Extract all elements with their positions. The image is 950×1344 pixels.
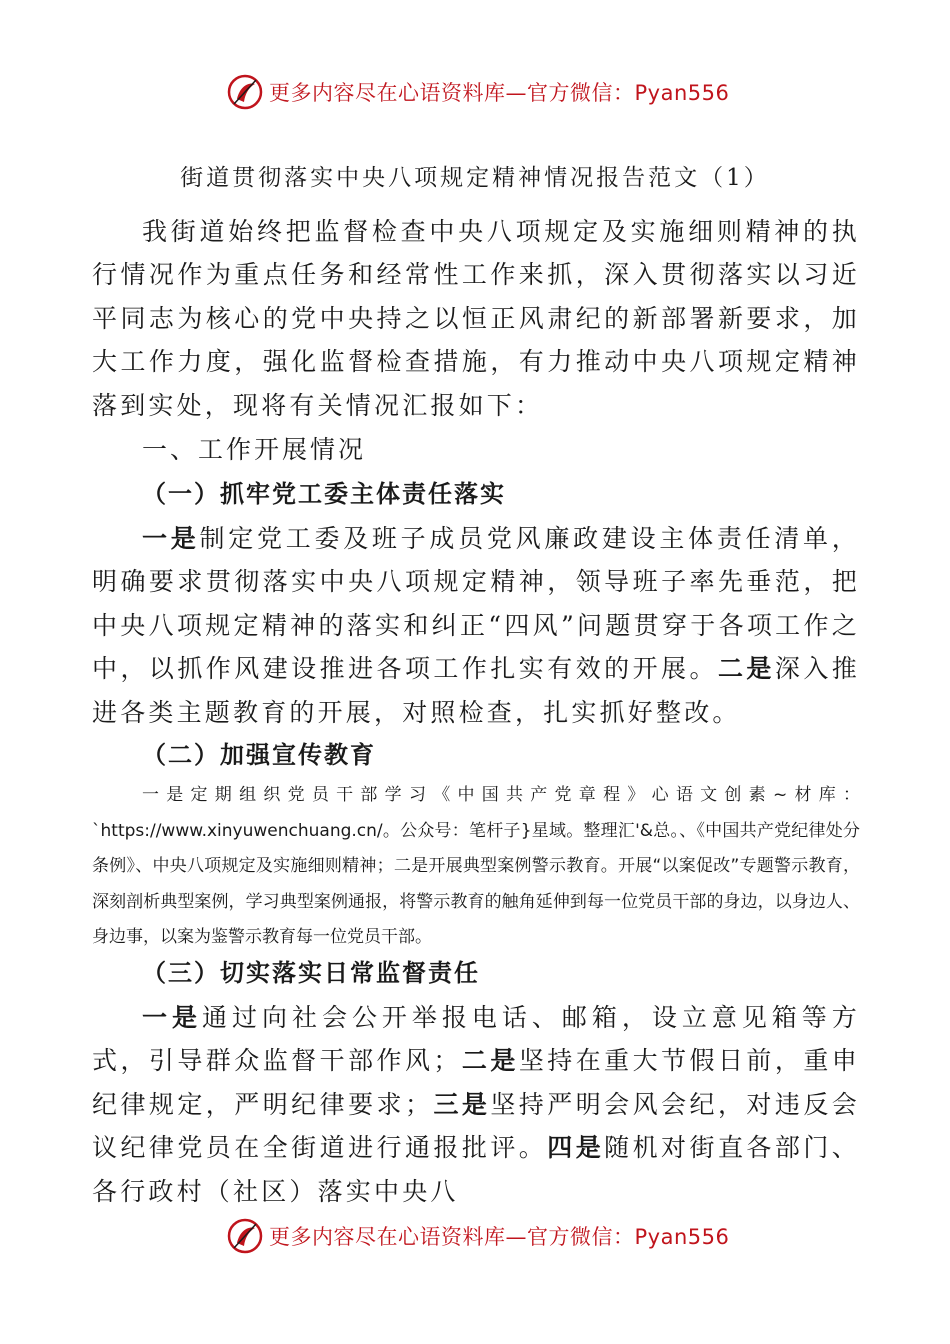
paragraph-text: 坚持严明会风会纪，对违反会议纪律党员在全街道进行通报批评。	[92, 1089, 860, 1163]
paragraph-text: 通过向社会公开举报电话、邮箱，设立意见箱等方式，引导群众监督干部作风；	[92, 1003, 860, 1076]
lead-label: 二是	[717, 654, 775, 684]
lead-label: 三是	[433, 1089, 491, 1119]
paragraph-text: 随机对街直各部门、各行政村（社区）落实中央八	[92, 1133, 860, 1206]
subsection-heading-2: （二）加强宣传教育	[142, 741, 376, 769]
lead-label: 四是	[547, 1133, 605, 1163]
footer-watermark-banner	[225, 1214, 745, 1258]
subsection-heading-3: （三）切实落实日常监督责任	[142, 959, 480, 987]
banner-text: 更多内容尽在心语资料库—官方微信：Pyan556	[269, 81, 730, 105]
header-watermark-banner	[225, 70, 745, 114]
subsection-heading-1: （一）抓牢党工委主体责任落实	[142, 480, 506, 508]
lead-label: 二是	[461, 1046, 519, 1076]
paragraph-text: 深入推进各类主题教育的开展，对照检查，扎实抓好整改。	[92, 654, 860, 727]
lead-label: 一是	[142, 1003, 202, 1032]
subsection-1-paragraph	[92, 517, 860, 734]
lead-label: 一是	[142, 524, 200, 553]
paragraph-text: 制定党工委及班子成员党风廉政建设主体责任清单，明确要求贯彻落实中央八项规定精神，领导班子率先垂范，把中央八项规定精神的落实和纠正“四风”问题贯穿于各项工作之中，以抓作风建设推进各项工作扎实有效的开展。	[92, 524, 860, 684]
xinyu-logo-icon	[225, 1216, 265, 1256]
intro-paragraph: 我街道始终把监督检查中央八项规定及实施细则精神的执行情况作为重点任务和经常性工作来抓，深入贯彻落实以习近平同志为核心的党中央持之以恒正风肃纪的新部署新要求，加大工作力度，强化监督检查措施，有力推动中央八项规定精神落到实处，现将有关情况汇报如下：	[92, 217, 860, 420]
banner-text: 更多内容尽在心语资料库—官方微信：Pyan556	[269, 1225, 730, 1249]
subsection-2-paragraph: 一是定期组织党员干部学习《中国共产党章程》心语文创素~材库：`https://www.xinyuwenchuang.cn/。公众号：笔杆子}星域。整理汇'&总。、《中国共产党纪律处分条例》、中央八项规定及实施细则精神；二是开展典型案例警示教育。开展“以案促改”专题警示教育，深刻剖析典型案例，学习典型案例通报，将警示教育的触角延伸到每一位党员干部的身边，以身边人、身边事，以案为鉴警示教育每一位党员干部。	[92, 785, 860, 947]
subsection-3-paragraph	[92, 996, 860, 1213]
paragraph-text: 坚持在重大节假日前，重申纪律规定，严明纪律要求；	[92, 1046, 860, 1119]
xinyu-logo-icon	[225, 72, 265, 112]
document-title: 街道贯彻落实中央八项规定精神情况报告范文（1）	[180, 165, 770, 191]
section-heading-1: 一、工作开展情况	[142, 435, 367, 464]
